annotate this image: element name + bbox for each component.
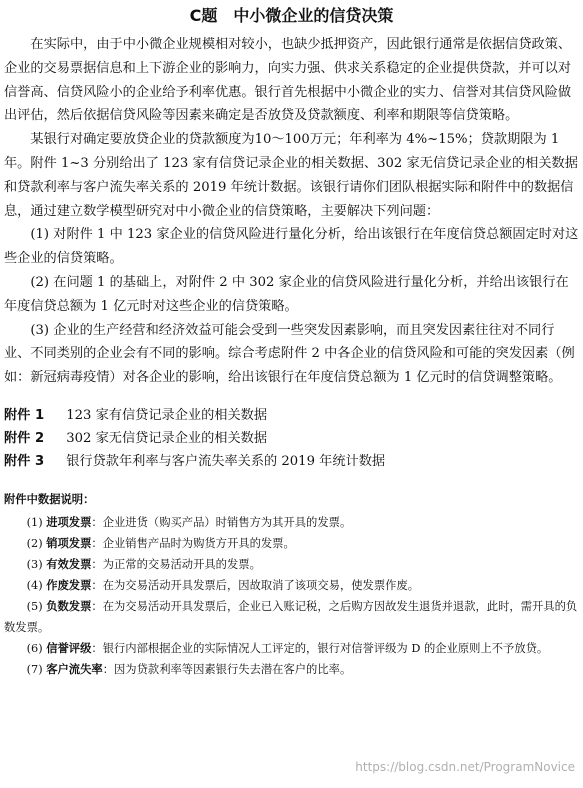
paragraph-intro: 在实际中，由于中小微企业规模相对较小，也缺少抵押资产，因此银行通常是依据信贷政策、企业的交易票据信息和上下游企业的影响力，向实力强、供求关系稳定的企业提供贷款，并可以对信誉高、信贷风险小的企业给予利率优惠。银行首先根据中小微企业的实力、信誉对其信贷风险做出评估，然后依据信贷风险等因素来确定是否放贷及贷款额度、利率和期限等信贷策略。 — [4, 37, 572, 124]
note-item — [4, 638, 579, 659]
note-description: ：为正常的交易活动开具的发票。 — [91, 557, 261, 571]
note-description: ：在为交易活动开具发票后，因故取消了该项交易，使发票作废。 — [91, 578, 420, 592]
attachment-label: 附件 1 — [4, 407, 45, 423]
note-item — [4, 596, 579, 638]
note-item — [4, 575, 579, 596]
note-description: ：企业进货（购买产品）时销售方为其开具的发票。 — [91, 515, 352, 529]
attachment-text: 302 家无信贷记录企业的相关数据 — [66, 430, 268, 446]
data-notes — [4, 489, 579, 680]
attachment-item — [4, 404, 579, 427]
note-number: (4) — [26, 578, 43, 592]
note-number: (7) — [26, 662, 43, 676]
note-term: 作废发票 — [46, 578, 92, 592]
note-number: (6) — [26, 641, 43, 655]
note-item — [4, 533, 579, 554]
question-1: (1) 对附件 1 中 123 家企业的信贷风险进行量化分析，给出该银行在年度信贷总额固定时对这些企业的信贷策略。 — [4, 227, 579, 267]
document-title: C题 中小微企业的信贷决策 — [189, 6, 394, 25]
attachment-text: 银行贷款年利率与客户流失率关系的 2019 年统计数据 — [66, 453, 386, 469]
paragraph-bank-terms: 某银行对确定要放贷企业的贷款额度为10～100万元；年利率为 4%~15%；贷款期限为 1 年。附件 1~3 分别给出了 123 家有信贷记录企业的相关数据、302 家无信贷记录企业的相关数据和贷款利率与客户流失率关系的 2019 年统计数据。该银行请你们团队根据实际和附件中的数据信息，通过建立数学模型研究对中小微企业的信贷策略，主要解决下列问题： — [4, 132, 578, 219]
attachment-item — [4, 427, 579, 450]
question-2: (2) 在问题 1 的基础上，对附件 2 中 302 家企业的信贷风险进行量化分析，并给出该银行在年度信贷总额为 1 亿元时对这些企业的信贷策略。 — [4, 274, 569, 314]
note-number: (5) — [26, 599, 43, 613]
attachment-list — [4, 404, 579, 473]
note-item — [4, 512, 579, 533]
attachment-label: 附件 2 — [4, 430, 45, 446]
note-item — [4, 554, 579, 575]
note-item — [4, 659, 579, 680]
note-number: (1) — [26, 515, 43, 529]
note-description: ：企业销售产品时为购货方开具的发票。 — [91, 536, 295, 550]
attachment-text: 123 家有信贷记录企业的相关数据 — [66, 407, 268, 423]
note-term: 有效发票 — [46, 557, 92, 571]
note-term: 客户流失率 — [46, 662, 103, 676]
problem-description — [4, 33, 579, 390]
note-description: ：因为贷款利率等因素银行失去潜在客户的比率。 — [102, 662, 352, 676]
watermark: https://blog.csdn.net/ProgramNovice — [355, 760, 575, 774]
note-number: (3) — [26, 557, 43, 571]
note-term: 进项发票 — [46, 515, 92, 529]
note-description: ：银行内部根据企业的实际情况人工评定的，银行对信誉评级为 D 的企业原则上不予放贷。 — [91, 641, 549, 655]
attachment-item — [4, 450, 579, 473]
note-term: 负数发票 — [46, 599, 92, 613]
note-description: ：在为交易活动开具发票后，企业已入账记税，之后购方因故发生退货并退款，此时，需开具的负数发票。 — [4, 599, 578, 634]
question-3: (3) 企业的生产经营和经济效益可能会受到一些突发因素影响，而且突发因素往往对不同行业、不同类别的企业会有不同的影响。综合考虑附件 2 中各企业的信贷风险和可能的突发因素（例如：新冠病毒疫情）对各企业的影响，给出该银行在年度信贷总额为 1 亿元时的信贷调整策略。 — [4, 322, 575, 386]
note-term: 信誉评级 — [46, 641, 92, 655]
attachment-label: 附件 3 — [4, 453, 45, 469]
notes-title: 附件中数据说明： — [4, 492, 95, 506]
note-term: 销项发票 — [46, 536, 92, 550]
note-number: (2) — [26, 536, 43, 550]
